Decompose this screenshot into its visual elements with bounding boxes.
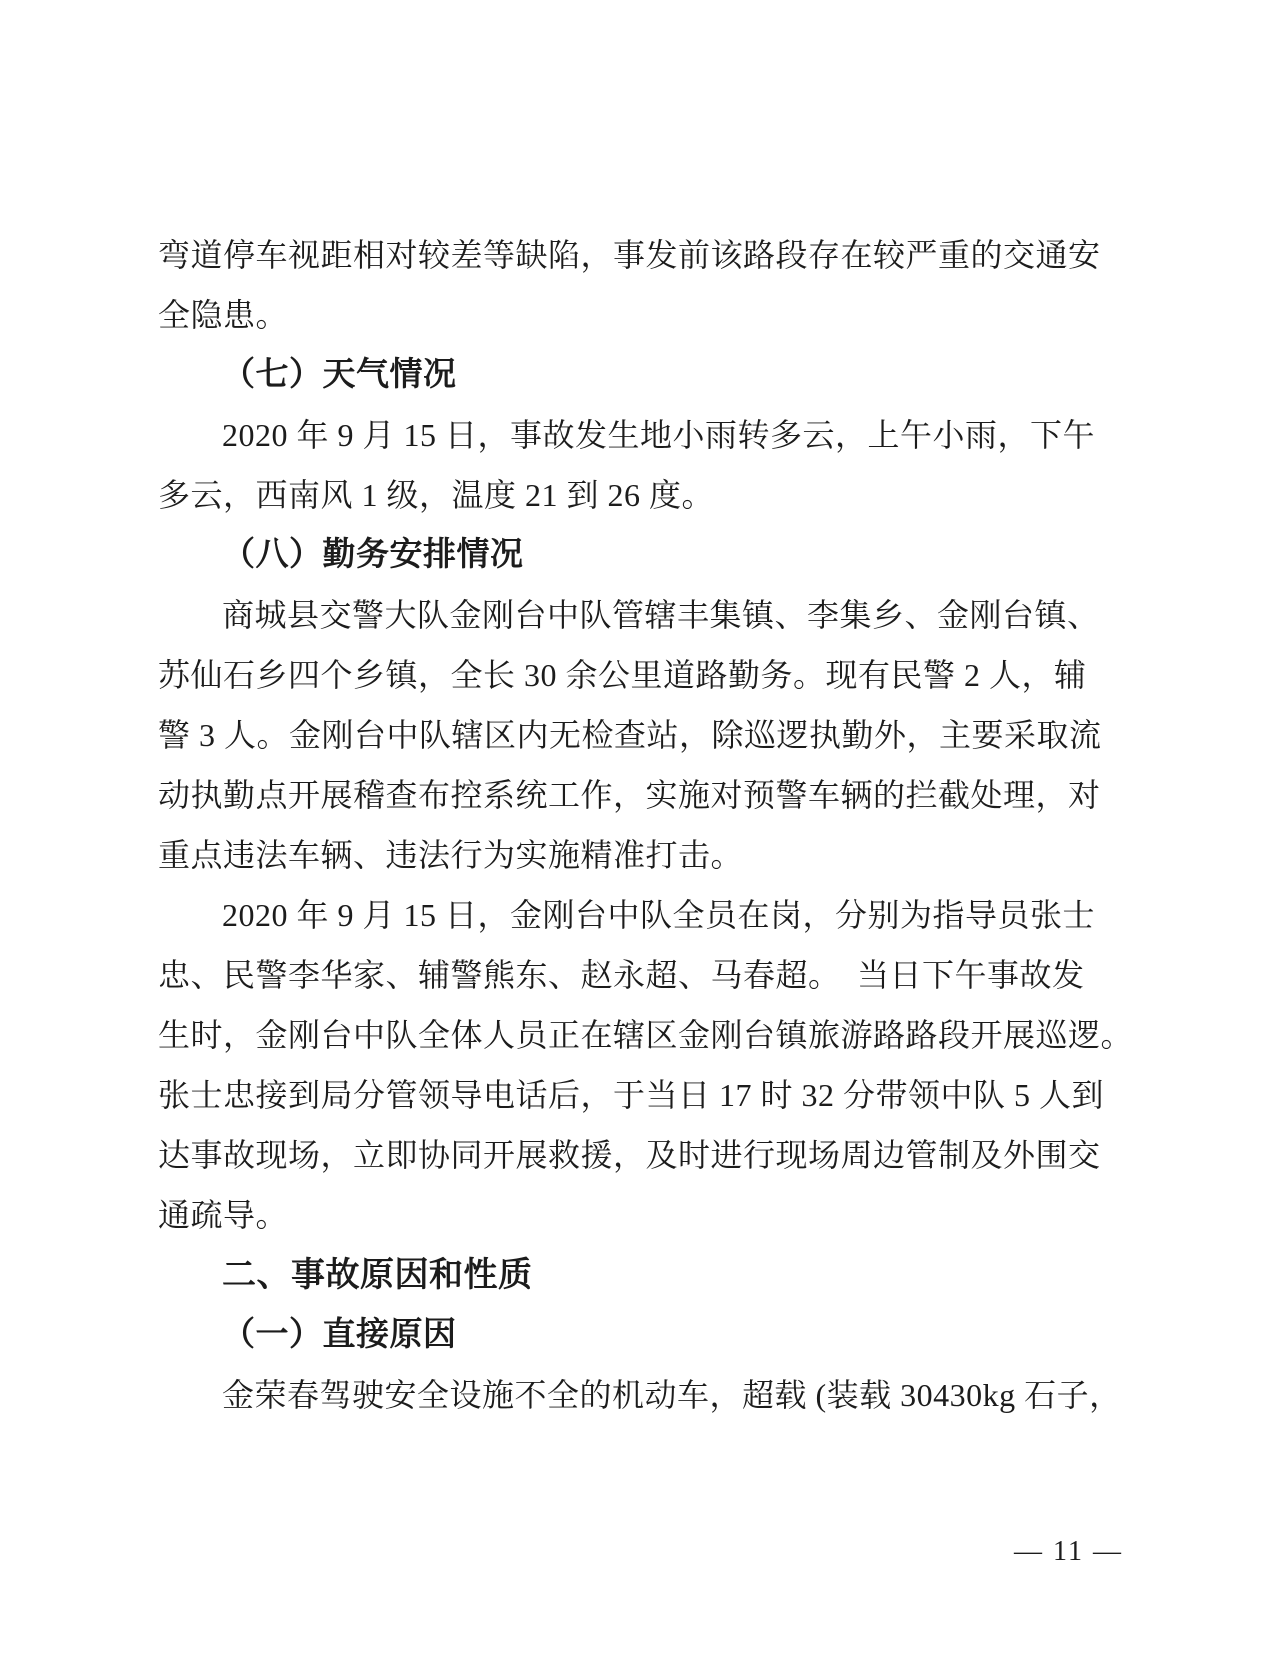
document-body [158,225,1134,1425]
body-line: 达事故现场，立即协同开展救援，及时进行现场周边管制及外围交 [158,1137,1101,1173]
body-line: 2020 年 9 月 15 日，金刚台中队全员在岗，分别为指导员张士 [222,897,1096,933]
body-line: 2020 年 9 月 15 日，事故发生地小雨转多云，上午小雨，下午 [222,417,1096,453]
body-line: 金荣春驾驶安全设施不全的机动车，超载 (装载 30430kg 石子， [222,1377,1122,1413]
body-line: 警 3 人。金刚台中队辖区内无检查站，除巡逻执勤外，主要采取流 [158,717,1102,753]
heading-duty-arrangement: （八）勤务安排情况 [222,537,524,573]
heading-accident-cause-and-nature: 二、事故原因和性质 [222,1256,533,1294]
body-line: 全隐患。 [158,297,289,333]
body-line: 弯道停车视距相对较差等缺陷，事发前该路段存在较严重的交通安 [158,237,1101,273]
body-line: 忠、民警李华家、辅警熊东、赵永超、马春超。 当日下午事故发 [158,957,1085,993]
body-line: 苏仙石乡四个乡镇，全长 30 余公里道路勤务。现有民警 2 人，辅 [158,657,1087,693]
body-line: 通疏导。 [158,1197,289,1233]
body-line: 商城县交警大队金刚台中队管辖丰集镇、李集乡、金刚台镇、 [222,597,1100,633]
body-line: 张士忠接到局分管领导电话后，于当日 17 时 32 分带领中队 5 人到 [158,1077,1105,1113]
page-number: — 11 — [1014,1536,1123,1567]
body-line: 动执勤点开展稽查布控系统工作，实施对预警车辆的拦截处理，对 [158,777,1101,813]
body-line: 多云，西南风 1 级，温度 21 到 26 度。 [158,477,715,513]
body-line: 重点违法车辆、违法行为实施精准打击。 [158,837,744,873]
heading-direct-cause: （一）直接原因 [222,1317,457,1353]
body-line: 生时，金刚台中队全体人员正在辖区金刚台镇旅游路路段开展巡逻。 [158,1017,1134,1053]
heading-weather-conditions: （七）天气情况 [222,357,457,393]
